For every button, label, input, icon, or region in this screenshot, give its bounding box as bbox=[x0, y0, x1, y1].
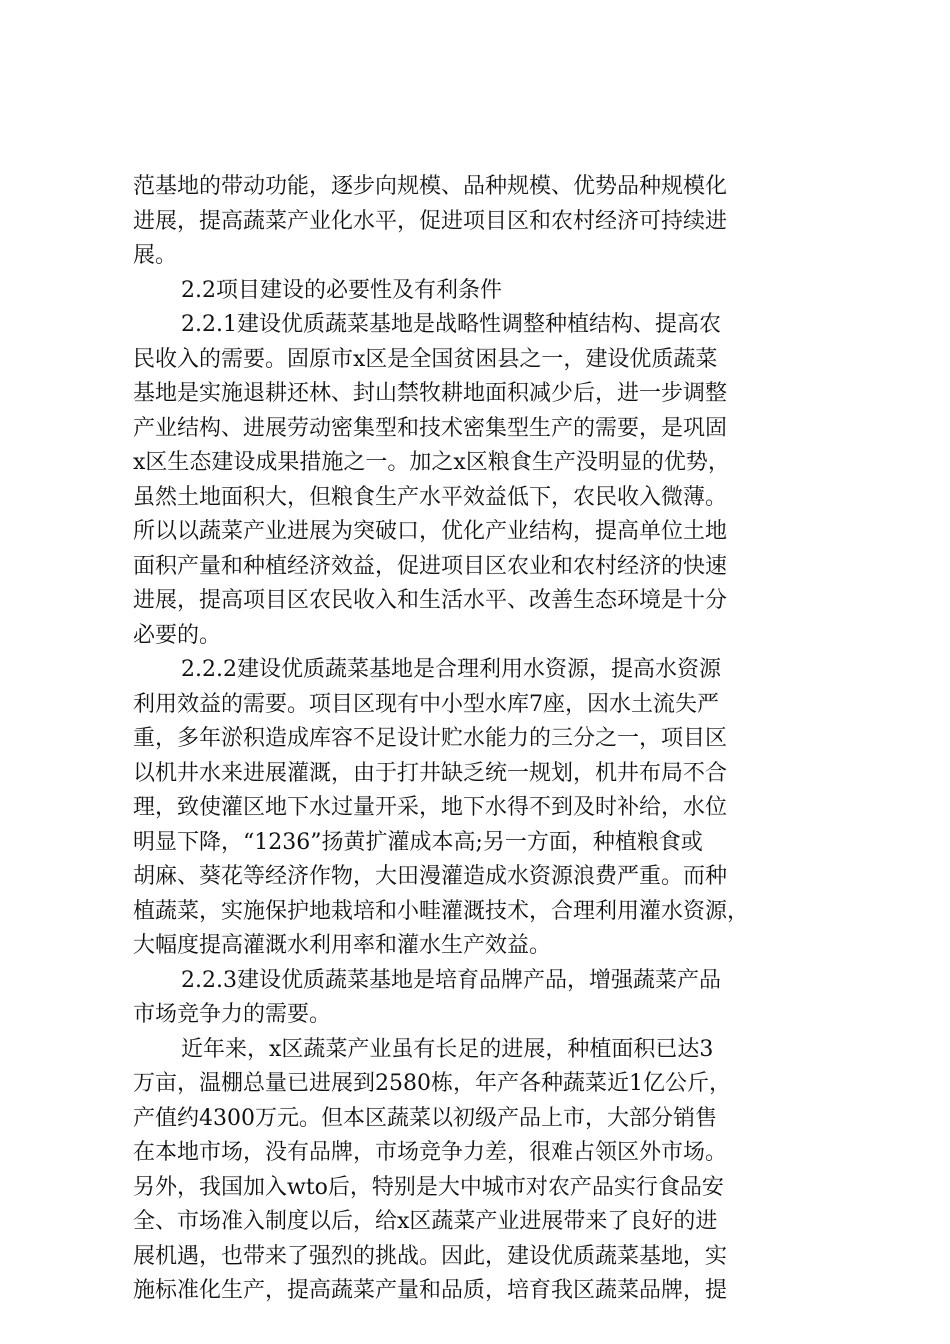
text-line: 进展，提高蔬菜产业化水平，促进项目区和农村经济可持续进 bbox=[133, 208, 728, 234]
paragraph-first-line: 2.2.1建设优质蔬菜基地是战略性调整种植结构、提高农 bbox=[181, 312, 721, 337]
text-line: 利用效益的需要。项目区现有中小型水库7座，因水土流失严 bbox=[133, 691, 719, 717]
text-line: 全、市场准入制度以后，给x区蔬菜产业进展带来了良好的进 bbox=[133, 1209, 718, 1234]
text-line: 理，致使灌区地下水过量开采，地下水得不到及时补给，水位 bbox=[133, 795, 728, 820]
text-line: 胡麻、葵花等经济作物，大田漫灌造成水资源浪费严重。而种 bbox=[133, 864, 728, 889]
text-line: 产业结构、进展劳动密集型和技术密集型生产的需要，是巩固 bbox=[133, 415, 728, 441]
text-line: 万亩，温棚总量已进展到2580栋，年产各种蔬菜近1亿公斤， bbox=[133, 1071, 731, 1096]
text-line: 所以以蔬菜产业进展为突破口，优化产业结构，提高单位土地 bbox=[133, 519, 728, 544]
text-line: 基地是实施退耕还林、封山禁牧耕地面积减少后，进一步调整 bbox=[133, 381, 728, 406]
text-line: 大幅度提高灌溉水利用率和灌水生产效益。 bbox=[133, 933, 552, 958]
text-line: 进展，提高项目区农民收入和生活水平、改善生态环境是十分 bbox=[133, 588, 728, 613]
text-line: 明显下降，“1236”扬黄扩灌成本高;另一方面，种植粮食或 bbox=[133, 829, 703, 855]
paragraph-first-line: 近年来，x区蔬菜产业虽有长足的进展，种植面积已达3 bbox=[181, 1036, 714, 1062]
text-line: 以机井水来进展灌溉，由于打井缺乏统一规划，机井布局不合 bbox=[133, 760, 728, 786]
text-line: x区生态建设成果措施之一。加之x区粮食生产没明显的优势， bbox=[133, 450, 730, 475]
text-line: 面积产量和种植经济效益，促进项目区农业和农村经济的快速 bbox=[133, 553, 728, 579]
text-line: 展。 bbox=[133, 243, 178, 268]
text-line: 施标准化生产，提高蔬菜产量和品质，培育我区蔬菜品牌，提 bbox=[133, 1278, 728, 1303]
paragraph-first-line: 2.2.2建设优质蔬菜基地是合理利用水资源，提高水资源 bbox=[181, 657, 721, 682]
text-line: 重，多年淤积造成库容不足设计贮水能力的三分之一，项目区 bbox=[133, 726, 728, 751]
text-line: 在本地市场，没有品牌，市场竞争力差，很难占领区外市场。 bbox=[133, 1140, 728, 1165]
text-line: 市场竞争力的需要。 bbox=[133, 1002, 332, 1027]
text-line: 虽然土地面积大，但粮食生产水平效益低下，农民收入微薄。 bbox=[133, 484, 728, 510]
text-line: 植蔬菜，实施保护地栽培和小畦灌溉技术，合理利用灌水资源， bbox=[133, 898, 750, 924]
text-line: 必要的。 bbox=[133, 622, 222, 648]
body-text bbox=[133, 170, 833, 1309]
text-line: 另外，我国加入wto后，特别是大中城市对农产品实行食品安 bbox=[133, 1174, 724, 1200]
paragraph-first-line: 2.2项目建设的必要性及有利条件 bbox=[181, 277, 502, 303]
text-line: 产值约4300万元。但本区蔬菜以初级产品上市，大部分销售 bbox=[133, 1105, 717, 1131]
text-line: 民收入的需要。固原市x区是全国贫困县之一，建设优质蔬菜 bbox=[133, 346, 718, 372]
paragraph-first-line: 2.2.3建设优质蔬菜基地是培育品牌产品，增强蔬菜产品 bbox=[181, 967, 721, 993]
text-line: 展机遇，也带来了强烈的挑战。因此，建设优质蔬菜基地，实 bbox=[133, 1243, 728, 1269]
text-line: 范基地的带动功能，逐步向规模、品种规模、优势品种规模化 bbox=[133, 174, 728, 199]
